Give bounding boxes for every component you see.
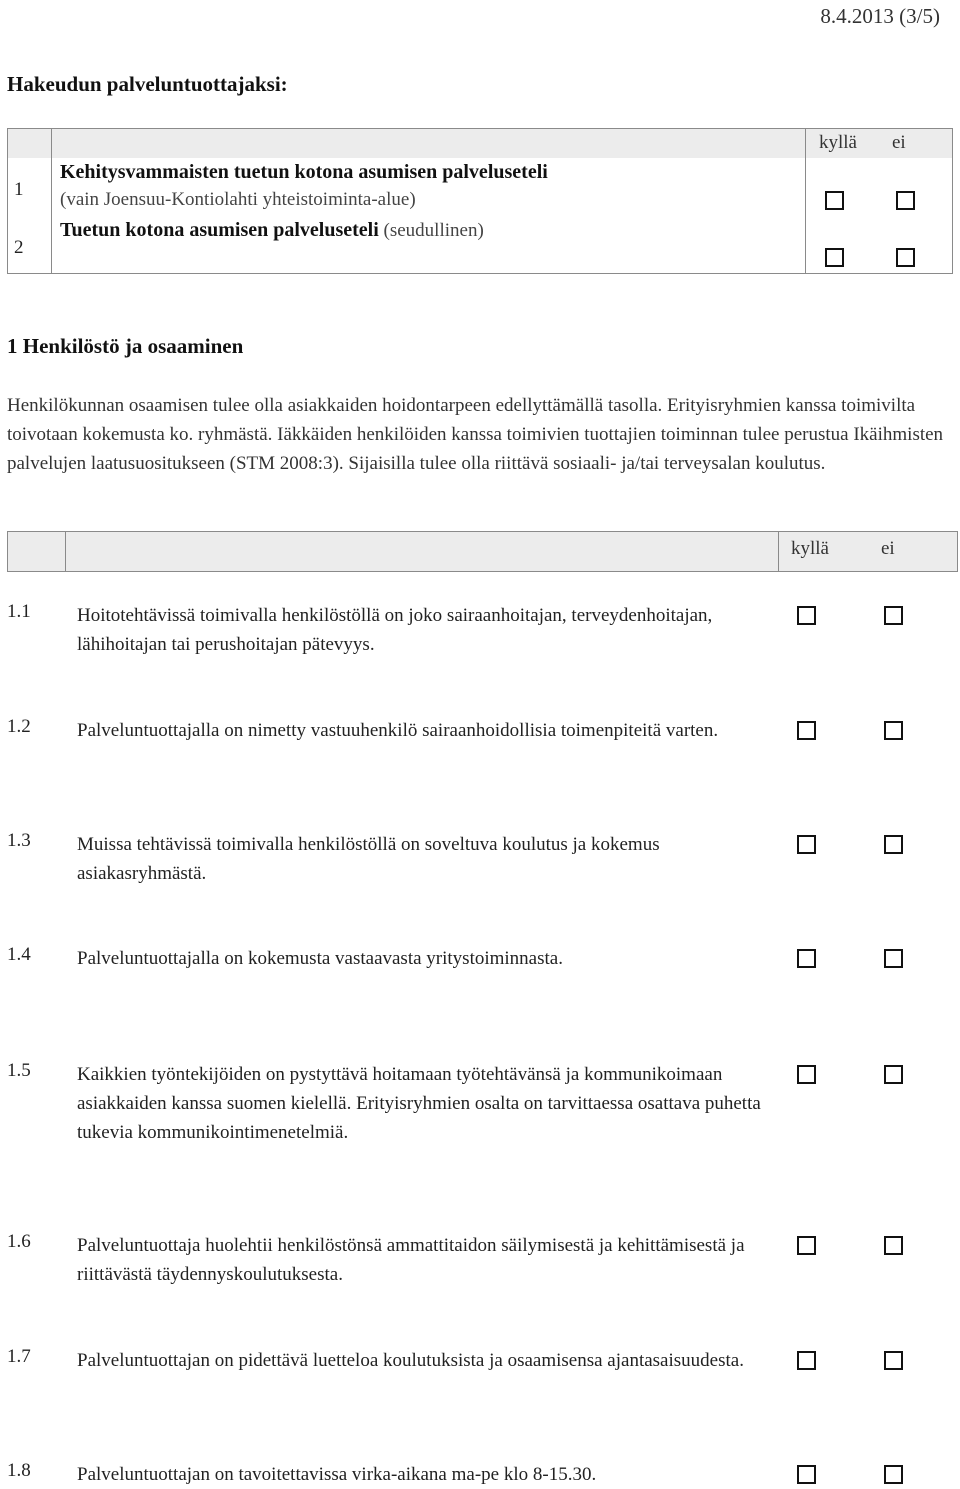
page-heading: Hakeudun palveluntuottajaksi: [7, 72, 288, 96]
application-table-header [7, 128, 952, 158]
application-option-2-title [60, 219, 484, 242]
criteria-col-yes: kyllä [791, 538, 829, 559]
criteria-number: 1.5 [7, 1060, 31, 1081]
page-date: 8.4.2013 (3/5) [820, 4, 940, 28]
section-paragraph: Henkilökunnan osaamisen tulee olla asiakkaiden hoidontarpeen edellyttämällä tasolla. Erityisryhmien kanssa toimivilta toivotaan kokemusta ko. ryhmästä. Iäkkäiden henkilöiden kanssa toimivien tuottajien toiminnan tulee perustua Ikäihmisten palvelujen laatusuositukseen (STM 2008:3). Sijaisilla tulee olla riittävä sosiaali- ja/tai terveysalan koulutus. [7, 395, 944, 474]
criteria-yes-checkbox[interactable] [797, 606, 816, 625]
criteria-yes-checkbox[interactable] [797, 949, 816, 968]
application-option-2-rest: (seudullinen) [378, 220, 484, 241]
application-num-2: 2 [14, 237, 24, 258]
criteria-no-checkbox[interactable] [884, 721, 903, 740]
application-option-1-yes-checkbox[interactable] [825, 191, 844, 210]
application-option-1-no-checkbox[interactable] [896, 191, 915, 210]
criteria-number: 1.4 [7, 944, 31, 965]
criteria-number: 1.1 [7, 601, 31, 622]
criteria-text: Hoitotehtävissä toimivalla henkilöstöllä on joko sairaanhoitajan, terveydenhoitajan, lähihoitajan tai perushoitajan pätevyys. [77, 605, 713, 655]
criteria-no-checkbox[interactable] [884, 606, 903, 625]
criteria-number: 1.6 [7, 1231, 31, 1252]
application-col-yes: kyllä [819, 132, 857, 153]
criteria-yes-checkbox[interactable] [797, 835, 816, 854]
criteria-yes-checkbox[interactable] [797, 1465, 816, 1484]
criteria-table [7, 531, 959, 1485]
criteria-text: Palveluntuottajan on pidettävä luetteloa koulutuksista ja osaamisensa ajantasaisuudesta. [77, 1350, 744, 1371]
criteria-text: Palveluntuottajalla on kokemusta vastaavasta yritystoiminnasta. [77, 948, 563, 969]
criteria-text: Palveluntuottajalla on nimetty vastuuhenkilö sairaanhoidollisia toimenpiteitä varten. [77, 720, 719, 741]
criteria-number: 1.3 [7, 830, 31, 851]
criteria-number: 1.7 [7, 1346, 31, 1367]
application-option-2-bold: Tuetun kotona asumisen palveluseteli [60, 219, 379, 241]
application-option-1-title: Kehitysvammaisten tuetun kotona asumisen palveluseteli [60, 161, 548, 183]
application-table [7, 128, 955, 274]
criteria-no-checkbox[interactable] [884, 835, 903, 854]
application-num-1: 1 [14, 179, 24, 200]
criteria-no-checkbox[interactable] [884, 1065, 903, 1084]
application-option-1-note: (vain Joensuu-Kontiolahti yhteistoiminta-alue) [60, 189, 416, 210]
criteria-yes-checkbox[interactable] [797, 1065, 816, 1084]
application-col-no: ei [892, 132, 906, 153]
criteria-text: Kaikkien työntekijöiden on pystyttävä hoitamaan työtehtävänsä ja kommunikoimaan asiakkaiden kanssa suomen kielellä. Erityisryhmien osalta on tarvittaessa osattava puhetta tukevia kommunikointimenetelmiä. [77, 1064, 761, 1143]
criteria-col-no: ei [881, 538, 895, 559]
criteria-no-checkbox[interactable] [884, 1465, 903, 1484]
criteria-no-checkbox[interactable] [884, 1236, 903, 1255]
criteria-number: 1.8 [7, 1460, 31, 1481]
criteria-yes-checkbox[interactable] [797, 1351, 816, 1370]
criteria-text: Palveluntuottaja huolehtii henkilöstönsä ammattitaidon säilymisestä ja kehittämisestä ja riittävästä täydennyskoulutuksesta. [77, 1235, 745, 1285]
criteria-text: Muissa tehtävissä toimivalla henkilöstöllä on soveltuva koulutus ja kokemus asiakasryhmästä. [77, 834, 660, 884]
application-option-2-yes-checkbox[interactable] [825, 248, 844, 267]
criteria-no-checkbox[interactable] [884, 1351, 903, 1370]
criteria-yes-checkbox[interactable] [797, 721, 816, 740]
criteria-yes-checkbox[interactable] [797, 1236, 816, 1255]
section-title: 1 Henkilöstö ja osaaminen [7, 334, 244, 358]
criteria-no-checkbox[interactable] [884, 949, 903, 968]
criteria-text: Palveluntuottajan on tavoitettavissa virka-aikana ma-pe klo 8-15.30. [77, 1464, 597, 1485]
criteria-number: 1.2 [7, 716, 31, 737]
application-option-2-no-checkbox[interactable] [896, 248, 915, 267]
